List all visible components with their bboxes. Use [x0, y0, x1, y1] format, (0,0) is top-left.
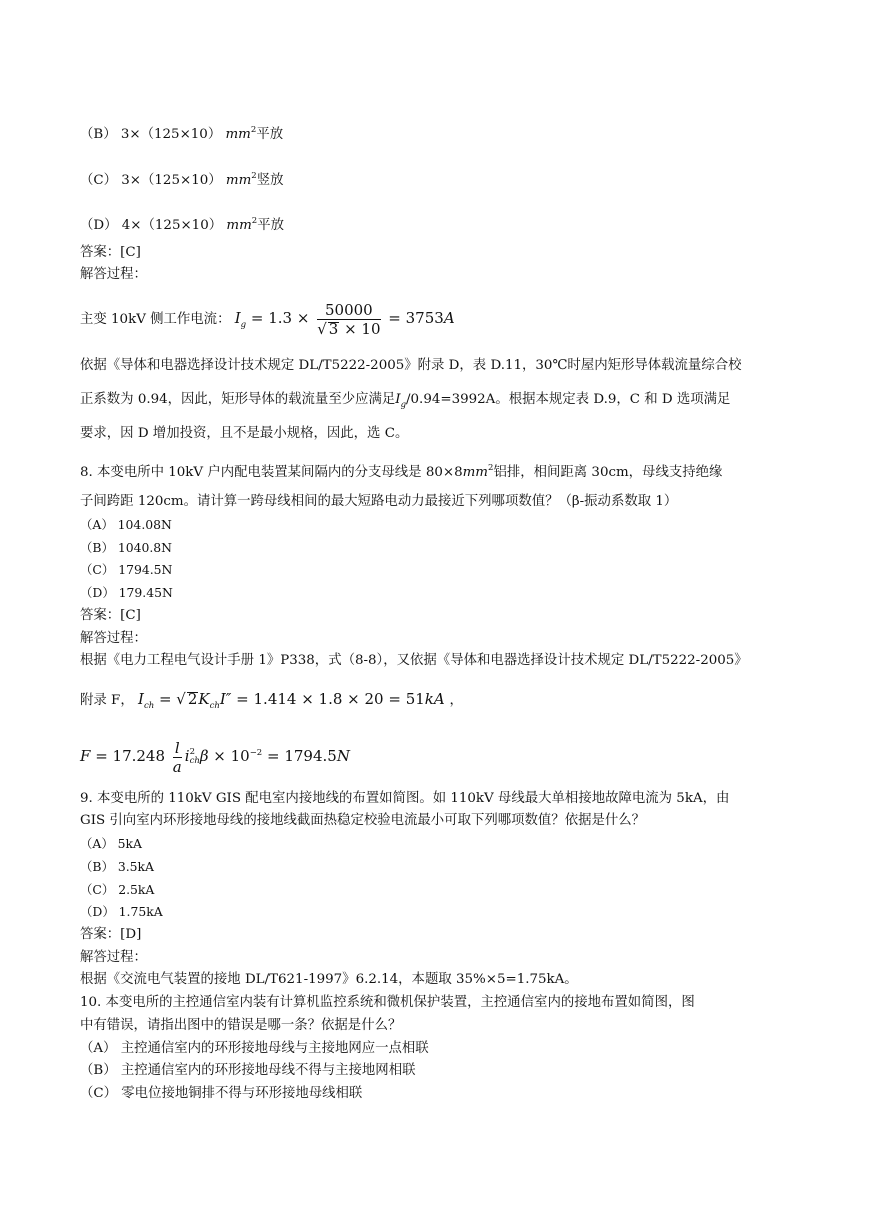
- q8-stem-line-2: 子间跨距 120cm。请计算一跨母线相间的最大短路电动力最接近下列哪项数值？（β-振动系数取 1）: [80, 494, 678, 509]
- q9-option-a: （A） 5kA: [80, 836, 143, 851]
- q9-option-b: （B） 3.5kA: [80, 859, 154, 874]
- q9-stem-line-1: 9. 本变电所的 110kV GIS 配电室内接地线的布置如简图。如 110kV 母线最大单相接地故障电流为 5kA，由: [80, 791, 730, 806]
- q9-explanation: 根据《交流电气装置的接地 DL/T621-1997》6.2.14，本题取 35%×5=1.75kA。: [80, 972, 578, 987]
- q7-fraction: $\frac{50000}{√ 3 \times 10}$: [317, 300, 381, 338]
- q7-process-label: 解答过程：: [80, 267, 147, 282]
- q8-option-b: （B） 1040.8N: [80, 540, 173, 555]
- q9-option-d: （D） 1.75kA: [80, 904, 163, 919]
- q8-stem-line-1: 8. 本变电所中 10kV 户内配电装置某间隔内的分支母线是 $80\times 8mm^2$铝排，相间距离 30cm，母线支持绝缘: [80, 463, 723, 480]
- q9-option-c: （C） 2.5kA: [80, 882, 155, 897]
- q7-explanation-line-1: 依据《导体和电器选择设计技术规定 DL/T5222-2005》附录 D，表 D.11，30℃时屋内矩形导体载流量综合校: [80, 358, 742, 373]
- q7-formula: 主变 10kV 侧工作电流： $I_g = 1.3$ × $\frac{50000}{√ 3 \times 10}$ = 3753A: [80, 300, 455, 338]
- q8-answer: 答案：[C]: [80, 608, 141, 623]
- q10-option-c: （C） 零电位接地铜排不得与环形接地母线相联: [80, 1086, 363, 1101]
- q8-formula-ich: 附录 F， $I_{ch}$ = √ $2K_{ch}I'' = 1.414 \times 1.8 \times 20 = 51kA$ ，: [80, 690, 463, 711]
- q8-explanation-line-1: 根据《电力工程电气设计手册 1》P338，式（8-8），又依据《导体和电器选择设计技术规定 DL/T5222-2005》: [80, 653, 748, 668]
- q7-option-d: （D） 4×（125×10） $mm^2$平放: [80, 216, 284, 233]
- q8-fraction: $\frac{l}{a}$: [172, 738, 182, 776]
- q8-formula-force: F = 17.248 $\frac{l}{a}$ i 2 ch $\beta \times 10^{-2} = 1794.5N$: [80, 738, 350, 776]
- q7-option-b: （B） 3×（125×10） $mm^2$平放: [80, 125, 284, 142]
- q10-option-a: （A） 主控通信室内的环形接地母线与主接地网应一点相联: [80, 1041, 429, 1056]
- q8-process-label: 解答过程：: [80, 631, 147, 646]
- q9-stem-line-2: GIS 引向室内环形接地母线的接地线截面热稳定校验电流最小可取下列哪项数值？依据是什么？: [80, 813, 646, 828]
- q7-answer: 答案：[C]: [80, 245, 141, 260]
- q10-stem-line-2: 中有错误，请指出图中的错误是哪一条？依据是什么？: [80, 1018, 402, 1033]
- q10-option-b: （B） 主控通信室内的环形接地母线不得与主接地网相联: [80, 1063, 416, 1078]
- q9-answer: 答案：[D]: [80, 927, 142, 942]
- q10-stem-line-1: 10. 本变电所的主控通信室内装有计算机监控系统和微机保护装置，主控通信室内的接地布置如简图，图: [80, 995, 695, 1010]
- q8-option-a: （A） 104.08N: [80, 517, 172, 532]
- q7-explanation-line-2: 正系数为 0.94，因此，矩形导体的载流量至少应满足$I_g/0.94=3992A$。根据本规定表 D.9，C 和 D 选项满足: [80, 392, 731, 410]
- q9-process-label: 解答过程：: [80, 950, 147, 965]
- q7-explanation-line-3: 要求，因 D 增加投资，且不是最小规格，因此，选 C。: [80, 426, 409, 441]
- q8-option-c: （C） 1794.5N: [80, 562, 173, 577]
- q7-option-c: （C） 3×（125×10） $mm^2$竖放: [80, 171, 284, 188]
- q8-option-d: （D） 179.45N: [80, 585, 173, 600]
